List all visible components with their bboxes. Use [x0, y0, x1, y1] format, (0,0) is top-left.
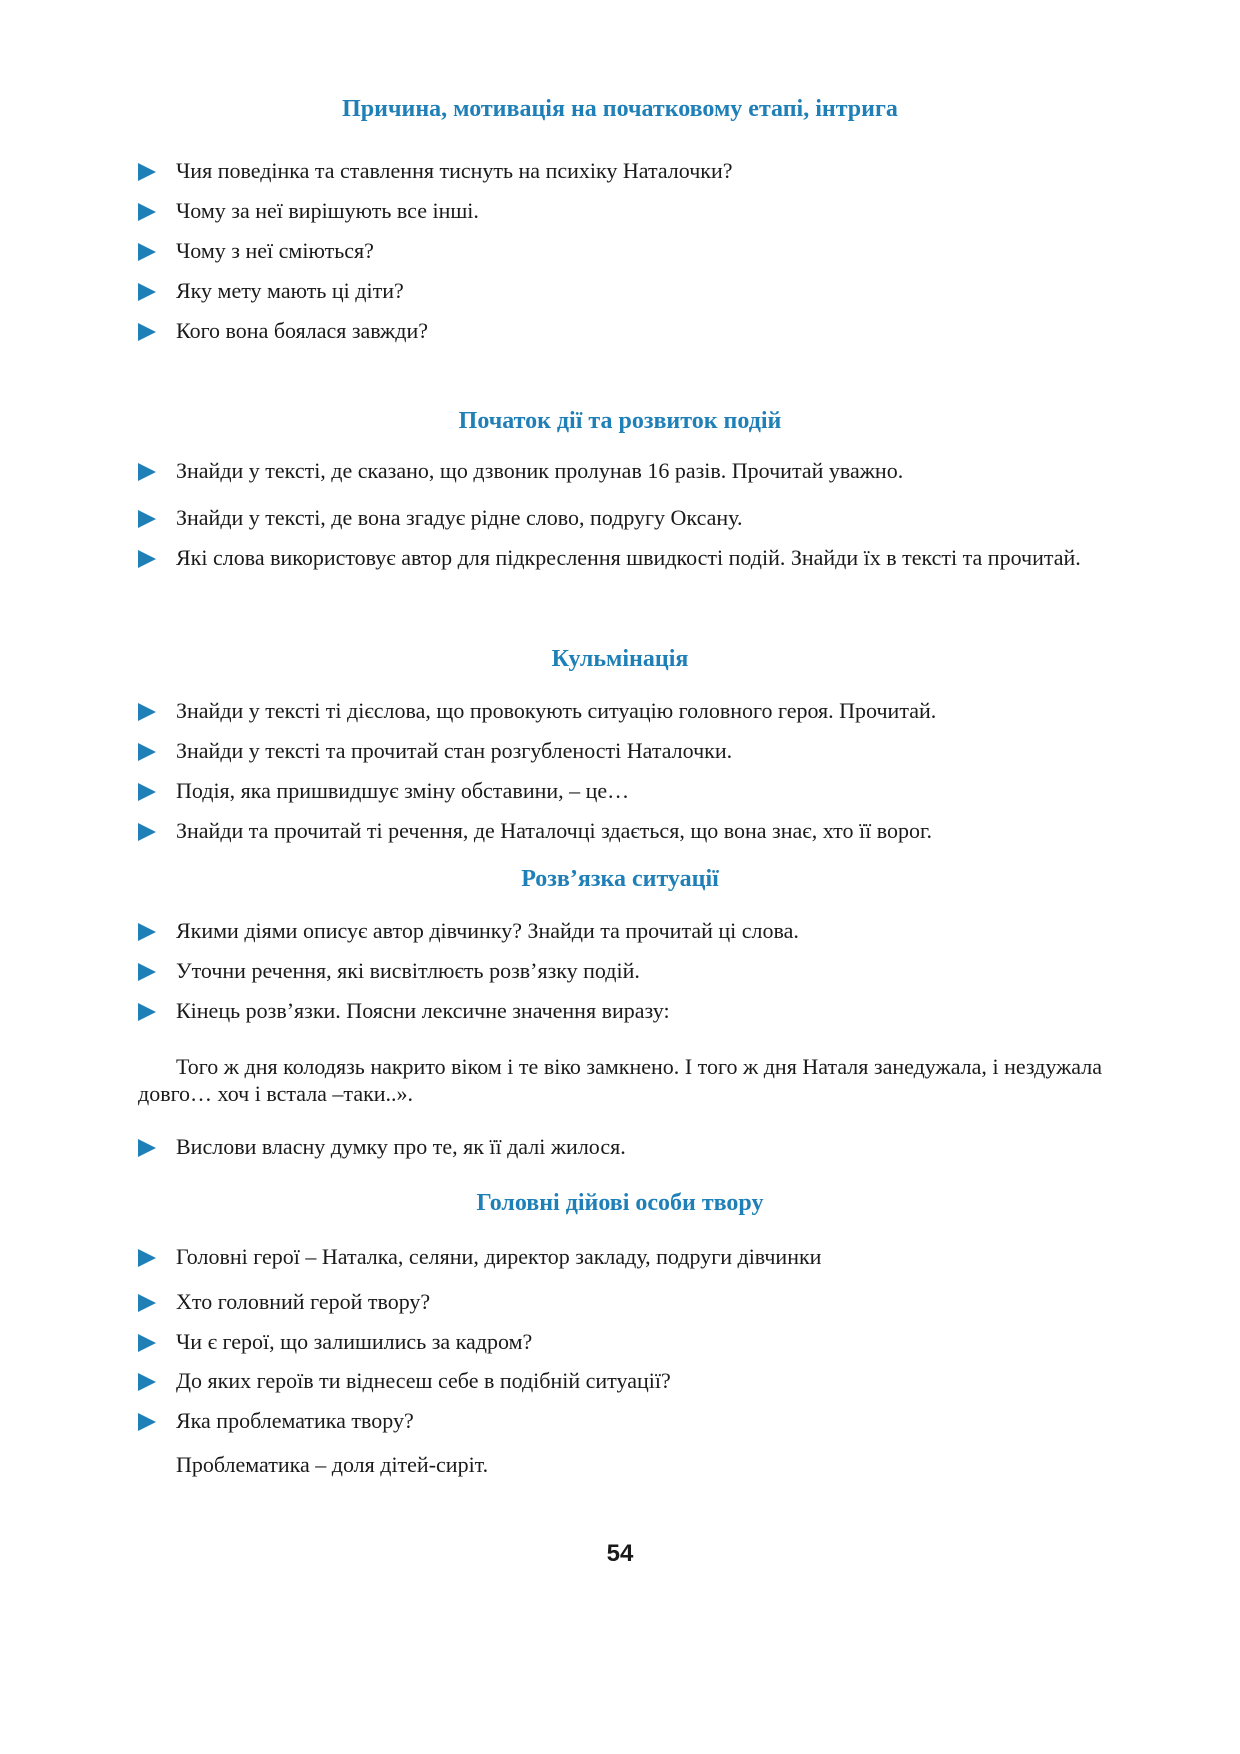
triangle-right-icon	[138, 163, 156, 181]
list-item-text: Які слова використовує автор для підкреслення швидкості подій. Знайди їх в тексті та прочитай.	[176, 545, 1081, 570]
list-item	[138, 736, 1110, 766]
section-heading-resolution: Розв’язка ситуації	[521, 866, 719, 892]
list-item-text: Якими діями описує автор дівчинку? Знайди та прочитай ці слова.	[176, 918, 799, 943]
list-item-text: Яку мету мають ці діти?	[176, 278, 404, 303]
list-item-text: Яка проблематика твору?	[176, 1408, 414, 1433]
triangle-right-icon	[138, 743, 156, 761]
triangle-right-icon	[138, 1334, 156, 1352]
triangle-right-icon	[138, 1294, 156, 1312]
list-item	[138, 776, 1110, 806]
list-item-text: Головні герої – Наталка, селяни, директор закладу, подруги дівчинки	[176, 1244, 822, 1269]
page-number: 54	[606, 1540, 634, 1567]
list-item-text: Знайди у тексті ті дієслова, що провокують ситуацію головного героя. Прочитай.	[176, 698, 937, 723]
list-item-text: Вислови власну думку про те, як її далі жилося.	[176, 1134, 626, 1159]
list-item-text: До яких героїв ти віднесеш себе в подібній ситуації?	[176, 1368, 671, 1393]
list-item	[138, 316, 1110, 346]
list-item	[138, 456, 1110, 486]
triangle-right-icon	[138, 783, 156, 801]
list-item	[138, 1132, 1110, 1162]
section-heading-motivation: Причина, мотивація на початковому етапі, інтрига	[342, 96, 898, 122]
list-item-text: Подія, яка пришвидшує зміну обставини, – це…	[176, 778, 630, 803]
list-item	[138, 1327, 1110, 1357]
list-item	[138, 816, 1110, 846]
list-item	[138, 1366, 1110, 1396]
list-item-text: Знайди у тексті та прочитай стан розгубленості Наталочки.	[176, 738, 733, 763]
list-item	[138, 916, 1110, 946]
triangle-right-icon	[138, 1003, 156, 1021]
list-item-text: Чи є герої, що залишились за кадром?	[176, 1329, 533, 1354]
section-heading-development: Початок дії та розвиток подій	[458, 408, 782, 434]
list-item-text: Знайди у тексті, де сказано, що дзвоник пролунав 16 разів. Прочитай уважно.	[176, 458, 904, 483]
closing-statement: Проблематика – доля дітей-сиріт.	[176, 1452, 489, 1477]
list-item	[138, 503, 1110, 533]
list-item-text: Чия поведінка та ставлення тиснуть на психіку Наталочки?	[176, 158, 733, 183]
list-item-text: Хто головний герой твору?	[176, 1289, 431, 1314]
list-item	[138, 696, 1110, 726]
list-item	[138, 276, 1110, 306]
triangle-right-icon	[138, 283, 156, 301]
list-item-text: Чому за неї вирішують все інші.	[176, 198, 479, 223]
triangle-right-icon	[138, 243, 156, 261]
triangle-right-icon	[138, 1139, 156, 1157]
triangle-right-icon	[138, 923, 156, 941]
triangle-right-icon	[138, 510, 156, 528]
section-heading-characters: Головні дійові особи твору	[476, 1190, 764, 1216]
list-item-text: Знайди у тексті, де вона згадує рідне слово, подругу Оксану.	[176, 505, 743, 530]
list-item-text: Кого вона боялася завжди?	[176, 318, 428, 343]
triangle-right-icon	[138, 963, 156, 981]
triangle-right-icon	[138, 463, 156, 481]
triangle-right-icon	[138, 1373, 156, 1391]
list-item	[138, 543, 1110, 578]
list-item	[138, 196, 1110, 226]
list-item	[138, 236, 1110, 266]
list-item	[138, 956, 1110, 986]
list-item-text: Знайди та прочитай ті речення, де Наталочці здається, що вона знає, хто її ворог.	[176, 818, 932, 843]
list-item	[138, 1287, 1110, 1317]
list-item	[138, 1406, 1110, 1436]
triangle-right-icon	[138, 203, 156, 221]
triangle-right-icon	[138, 323, 156, 341]
section-heading-climax: Кульмінація	[551, 646, 689, 672]
list-item	[138, 156, 1110, 186]
list-item-text: Чому з неї сміються?	[176, 238, 374, 263]
list-item	[138, 1242, 1110, 1272]
triangle-right-icon	[138, 550, 156, 568]
triangle-right-icon	[138, 1413, 156, 1431]
triangle-right-icon	[138, 823, 156, 841]
list-item-text: Кінець розв’язки. Поясни лексичне значення виразу:	[176, 998, 670, 1023]
list-item	[138, 996, 1110, 1026]
quoted-passage: Того ж дня колодязь накрито віком і те віко замкнено. І того ж дня Наталя занедужала, і нездужала довго… хоч і встала –таки..».	[138, 1054, 1102, 1106]
triangle-right-icon	[138, 1249, 156, 1267]
triangle-right-icon	[138, 703, 156, 721]
list-item-text: Уточни речення, які висвітлюєть розв’язку подій.	[176, 958, 640, 983]
